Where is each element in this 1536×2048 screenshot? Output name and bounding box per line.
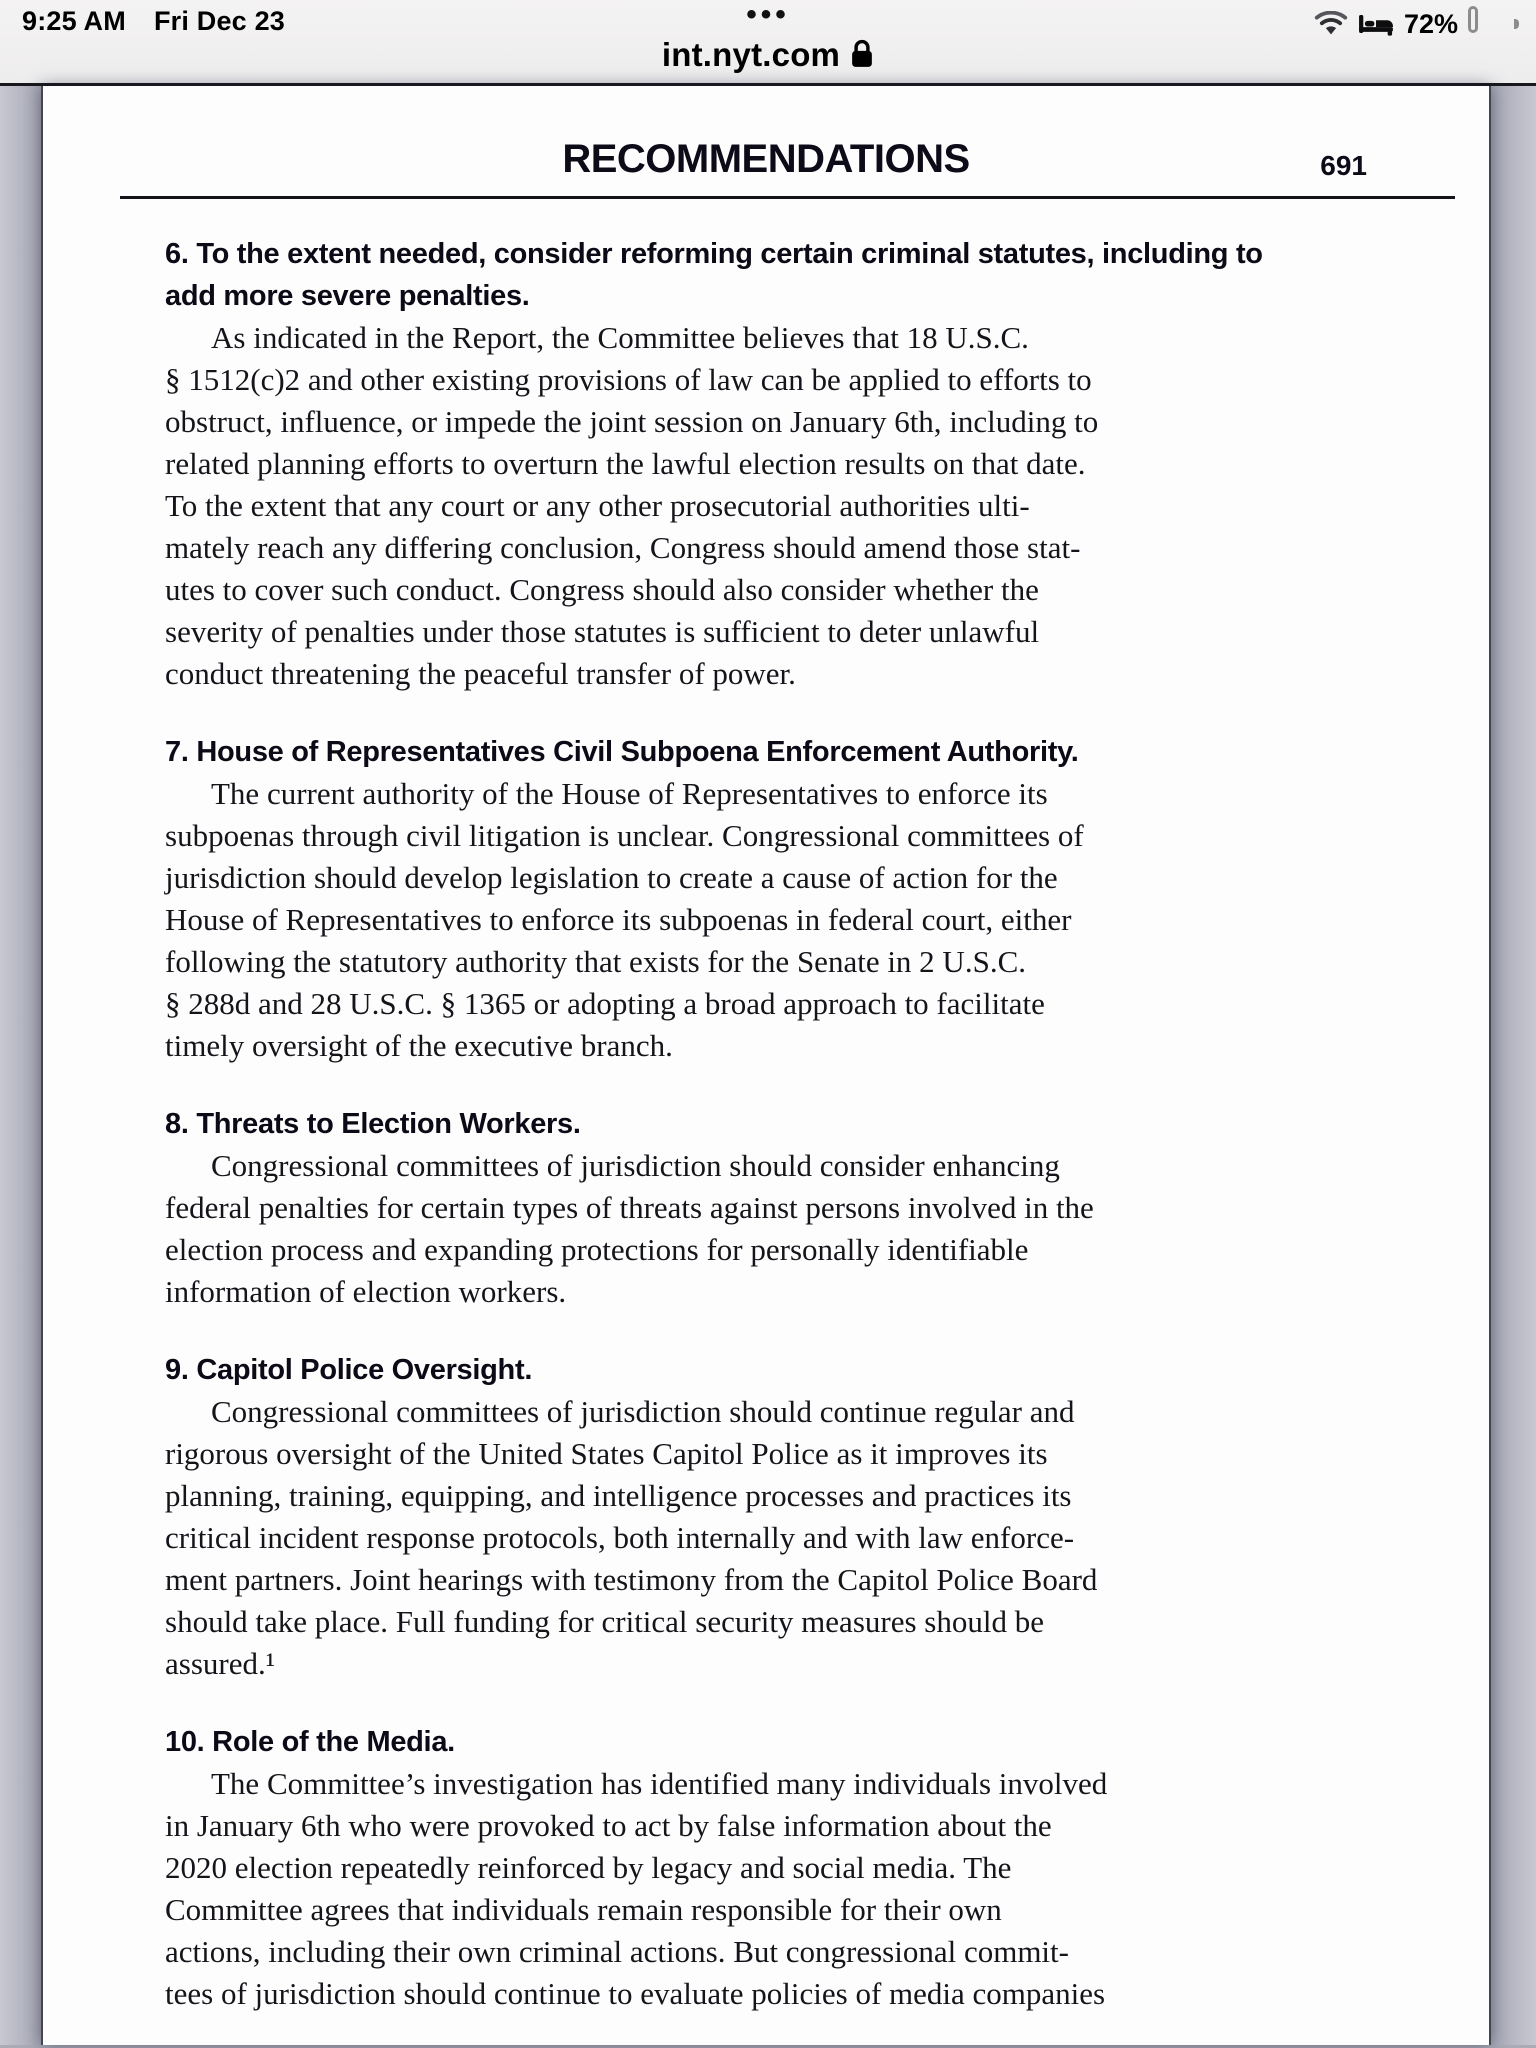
sleep-focus-bed-icon (1358, 12, 1394, 36)
page-gutter (0, 86, 1536, 2045)
body-text-line: election process and expanding protections for personally identifiable (165, 1232, 1029, 1267)
body-text-line: subpoenas through civil litigation is unclear. Congressional committees of (165, 818, 1084, 853)
body-text-line: utes to cover such conduct. Congress should also consider whether the (165, 572, 1039, 607)
body-text-line: § 1512(c)2 and other existing provisions of law can be applied to efforts to (165, 362, 1092, 397)
body-text-line: following the statutory authority that exists for the Senate in 2 U.S.C. (165, 944, 1026, 979)
body-text-line: As indicated in the Report, the Committee believes that 18 U.S.C. (211, 320, 1029, 355)
section-heading-line: 10. Role of the Media. (165, 1726, 455, 1758)
body-text-line: critical incident response protocols, both internally and with law enforce- (165, 1520, 1075, 1555)
body-text-line: House of Representatives to enforce its subpoenas in federal court, either (165, 902, 1072, 937)
body-text-line: 2020 election repeatedly reinforced by legacy and social media. The (165, 1850, 1012, 1885)
body-text-line: information of election workers. (165, 1274, 567, 1309)
status-datetime (22, 6, 285, 37)
body-text-line: obstruct, influence, or impede the joint session on January 6th, including to (165, 404, 1099, 439)
body-text-line: Congressional committees of jurisdiction should continue regular and (211, 1394, 1075, 1429)
body-text-line: mately reach any differing conclusion, Congress should amend those stat- (165, 530, 1081, 565)
wifi-icon (1314, 11, 1348, 37)
report-section (165, 233, 1367, 695)
document-title: RECOMMENDATIONS (562, 137, 970, 181)
address-bar[interactable] (0, 36, 1536, 74)
section-heading-line: 9. Capitol Police Oversight. (165, 1354, 533, 1386)
section-heading-line: 6. To the extent needed, consider reforming certain criminal statutes, including to (165, 238, 1263, 270)
report-section (165, 1349, 1367, 1685)
status-time: 9:25 AM (22, 6, 126, 36)
battery-nub (1514, 19, 1519, 29)
body-text-line: jurisdiction should develop legislation to create a cause of action for the (165, 860, 1058, 895)
status-date: Fri Dec 23 (153, 6, 286, 36)
body-text-line: actions, including their own criminal actions. But congressional commit- (165, 1934, 1069, 1969)
lock-icon (850, 38, 874, 73)
body-text-line: ment partners. Joint hearings with testimony from the Capitol Police Board (165, 1562, 1098, 1597)
report-section (165, 1721, 1367, 2015)
body-text-line: To the extent that any court or any other prosecutorial authorities ulti- (165, 488, 1030, 523)
body-text-line: planning, training, equipping, and intelligence processes and practices its (165, 1478, 1072, 1513)
battery-icon (1468, 11, 1520, 37)
body-text-line: severity of penalties under those statutes is sufficient to deter unlawful (165, 614, 1040, 649)
page-header (165, 134, 1367, 184)
url-text: int.nyt.com (661, 36, 841, 73)
body-text-line: conduct threatening the peaceful transfer of power. (165, 656, 796, 691)
body-text-line: The Committee’s investigation has identified many individuals involved (211, 1766, 1108, 1801)
body-text-line: Congressional committees of jurisdiction should consider enhancing (211, 1148, 1060, 1183)
document-page (41, 86, 1491, 2045)
body-text-line: assured.¹ (165, 1646, 276, 1681)
section-heading-line: add more severe penalties. (165, 280, 530, 312)
section-heading-line: 7. House of Representatives Civil Subpoena Enforcement Authority. (165, 736, 1079, 768)
header-rule (120, 196, 1455, 199)
body-text-line: tees of jurisdiction should continue to evaluate policies of media companies (165, 1976, 1106, 2011)
status-bar (0, 0, 1536, 86)
body-text-line: timely oversight of the executive branch. (165, 1028, 673, 1063)
body-text-line: in January 6th who were provoked to act by false information about the (165, 1808, 1052, 1843)
page-number: 691 (1320, 150, 1367, 181)
body-text-line: federal penalties for certain types of threats against persons involved in the (165, 1190, 1094, 1225)
report-section (165, 731, 1367, 1067)
body-text-line: should take place. Full funding for critical security measures should be (165, 1604, 1044, 1639)
battery-percent: 72% (1403, 8, 1458, 39)
body-text-line: § 288d and 28 U.S.C. § 1365 or adopting a broad approach to facilitate (165, 986, 1045, 1021)
document-body (165, 233, 1367, 2015)
window-controls-dots-button[interactable]: ••• (746, 0, 790, 31)
report-section (165, 1103, 1367, 1313)
body-text-line: The current authority of the House of Representatives to enforce its (211, 776, 1048, 811)
body-text-line: Committee agrees that individuals remain responsible for their own (165, 1892, 1002, 1927)
body-text-line: related planning efforts to overturn the lawful election results on that date. (165, 446, 1086, 481)
body-text-line: rigorous oversight of the United States Capitol Police as it improves its (165, 1436, 1048, 1471)
section-heading-line: 8. Threats to Election Workers. (165, 1108, 581, 1140)
